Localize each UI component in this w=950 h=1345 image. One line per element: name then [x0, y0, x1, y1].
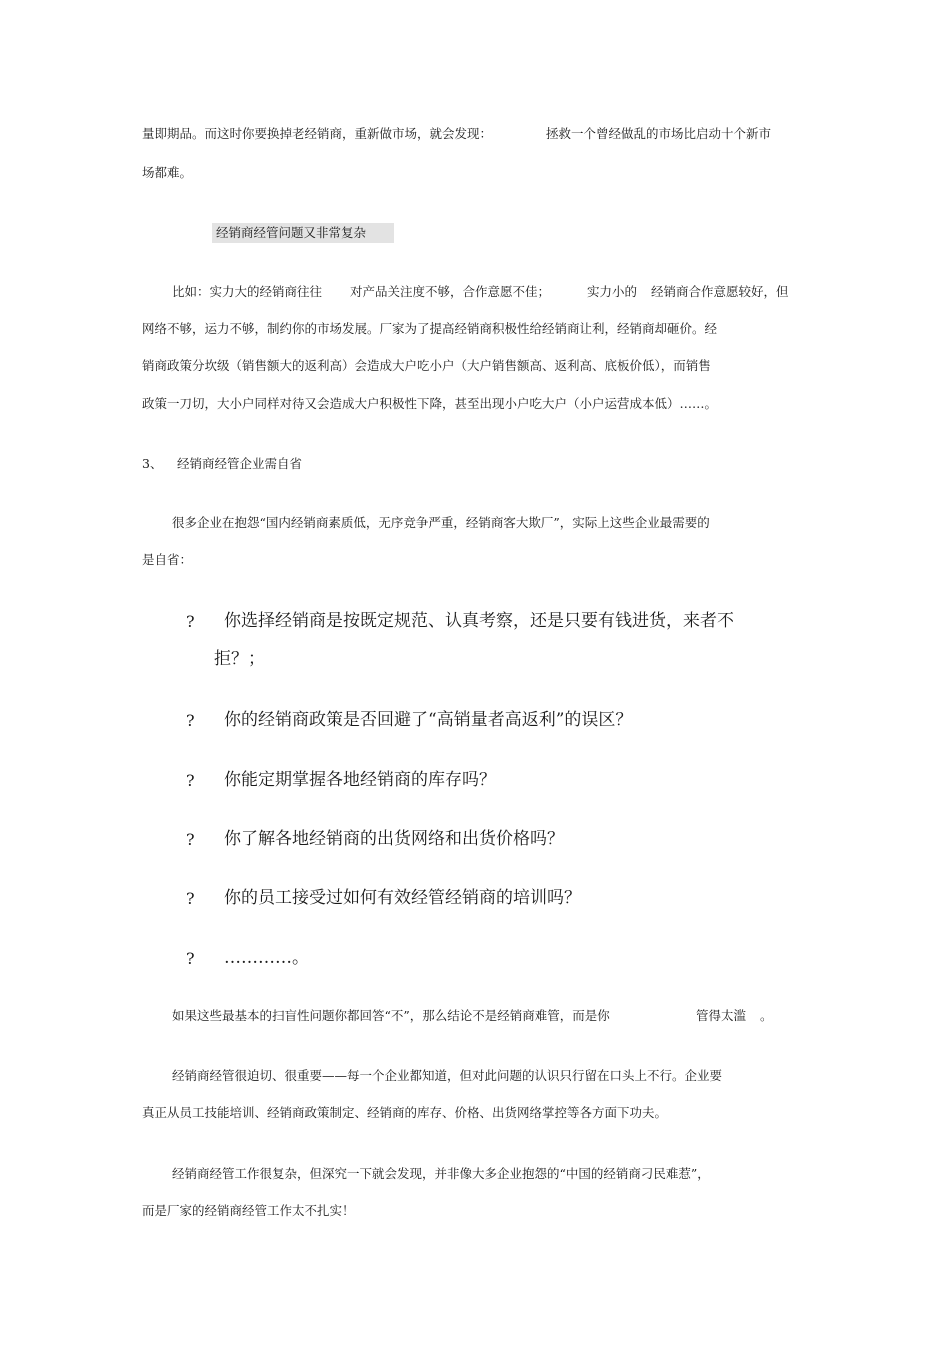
question-1-line2: 拒？；	[214, 649, 265, 669]
question-2: 你的经销商政策是否回避了“高销量者高返利”的误区？	[224, 710, 633, 730]
question-1-line1: 你选择经销商是按既定规范、认真考察，还是只要有钱进货，来者不	[224, 611, 734, 631]
paragraph2-line1-d: 经销商合作意愿较好，但	[651, 284, 789, 299]
question-mark: ?	[186, 830, 195, 849]
paragraph1-line2: 场都难。	[142, 165, 193, 180]
paragraph5-line2: 真正从员工技能培训、经销商政策制定、经销商的库存、价格、出货网络掌控等各方面下功夫。	[142, 1105, 668, 1120]
paragraph4-line1-c: 。	[760, 1008, 773, 1023]
section3-number: 3、	[142, 456, 163, 471]
paragraph2-line1-a: 比如：实力大的经销商往往	[172, 284, 323, 299]
question-mark: ?	[186, 889, 195, 908]
paragraph2-line4: 政策一刀切，大小户同样对待又会造成大户积极性下降，甚至出现小户吃大户（小户运营成本低）……。	[142, 396, 718, 411]
paragraph5-line1: 经销商经管很迫切、很重要——每一个企业都知道，但对此问题的认识只行留在口头上不行。企业要	[172, 1068, 723, 1083]
question-mark: ?	[186, 612, 195, 631]
paragraph2-line3: 销商政策分坎级（销售额大的返利高）会造成大户吃小户（大户销售额高、返利高、底板价低），而销售	[142, 358, 711, 373]
question-mark: ?	[186, 711, 195, 730]
paragraph3-line1: 很多企业在抱怨“国内经销商素质低，无序竞争严重，经销商客大欺厂”，实际上这些企业最需要的	[172, 515, 710, 530]
paragraph2-line1-b: 对产品关注度不够，合作意愿不佳；	[350, 284, 551, 299]
paragraph4-line1-b: 管得太滥	[696, 1008, 747, 1023]
question-mark: ?	[186, 949, 195, 968]
paragraph3-line2: 是自省：	[142, 552, 193, 567]
subheading: 经销商经管问题又非常复杂	[216, 225, 367, 240]
paragraph6-line2: 而是厂家的经销商经管工作太不扎实！	[142, 1203, 355, 1218]
paragraph6-line1: 经销商经管工作很复杂，但深究一下就会发现，并非像大多企业抱怨的“中国的经销商刁民难惹”，	[172, 1166, 710, 1181]
question-3: 你能定期掌握各地经销商的库存吗？	[224, 770, 496, 790]
question-4: 你了解各地经销商的出货网络和出货价格吗？	[224, 829, 564, 849]
paragraph2-line1-c: 实力小的	[587, 284, 638, 299]
paragraph4-line1-a: 如果这些最基本的扫盲性问题你都回答“不”，那么结论不是经销商难管，而是你	[172, 1008, 610, 1023]
question-6: …………。	[224, 948, 309, 968]
paragraph1-line1-left: 量即期品。而这时你要换掉老经销商，重新做市场，就会发现：	[142, 126, 493, 141]
paragraph2-line2: 网络不够，运力不够，制约你的市场发展。厂家为了提高经销商积极性给经销商让利，经销商却砸价。经	[142, 321, 718, 336]
paragraph1-line1-right: 拯救一个曾经做乱的市场比启动十个新市	[546, 126, 772, 141]
question-mark: ?	[186, 771, 195, 790]
section3-title: 经销商经管企业需自省	[177, 456, 303, 471]
question-5: 你的员工接受过如何有效经管经销商的培训吗？	[224, 888, 581, 908]
